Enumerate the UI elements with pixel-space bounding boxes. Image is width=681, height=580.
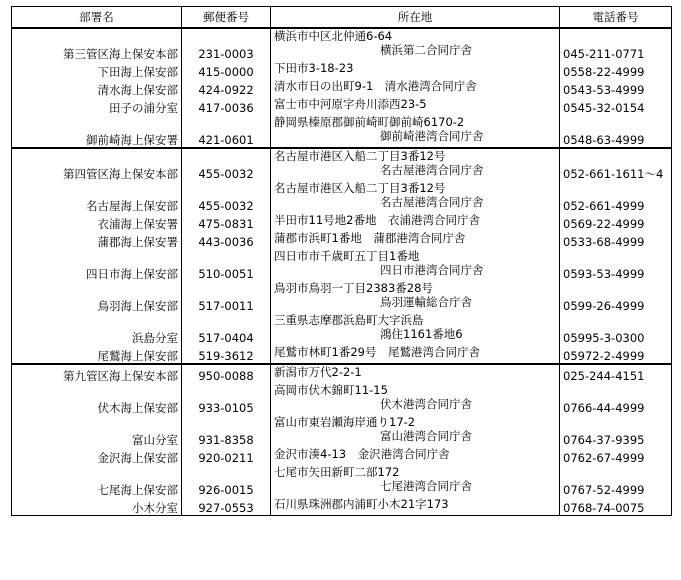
address-cell (271, 497, 560, 516)
postal-code-cell: 950-0088 (182, 364, 271, 383)
postal-code-cell: 517-0011 (182, 281, 271, 313)
phone-number-cell: 0766-44-4999 (560, 383, 672, 415)
header-zip: 郵便番号 (182, 7, 271, 29)
address-cell (271, 465, 560, 497)
office-name-cell: 第三管区海上保安本部 (12, 28, 182, 61)
address-cell (271, 61, 560, 79)
office-name-cell: 衣浦海上保安署 (12, 213, 182, 231)
table-row (12, 313, 672, 345)
phone-number-cell: 05995-3-0300 (560, 313, 672, 345)
postal-code-cell: 510-0051 (182, 249, 271, 281)
postal-code-cell: 424-0922 (182, 79, 271, 97)
office-name-cell: 田子の浦分室 (12, 97, 182, 115)
address-cell (271, 364, 560, 383)
address-cell (271, 313, 560, 345)
phone-number-cell: 0533-68-4999 (560, 231, 672, 249)
address-cell (271, 79, 560, 97)
address-line-1: 高岡市伏木錦町11-15 (274, 383, 388, 397)
address-cell (271, 249, 560, 281)
postal-code-cell: 927-0553 (182, 497, 271, 516)
address-line-1: 横浜市中区北仲通6-64 (274, 29, 393, 43)
postal-code-cell: 926-0015 (182, 465, 271, 497)
table-row (12, 364, 672, 383)
postal-code-cell: 443-0036 (182, 231, 271, 249)
address-line-1: 七尾市矢田新町二部172 (274, 465, 400, 479)
table-row (12, 28, 672, 61)
phone-number-cell: 025-244-4151 (560, 364, 672, 383)
address-cell (271, 97, 560, 115)
address-line-2: 七尾港湾合同庁舎 (380, 479, 472, 493)
phone-number-cell: 0599-26-4999 (560, 281, 672, 313)
header-row (12, 7, 672, 29)
office-directory-table (11, 6, 672, 516)
office-name-cell: 伏木海上保安部 (12, 383, 182, 415)
address-line-1: 蒲郡市浜町1番地 蒲郡港湾合同庁舎 (274, 231, 466, 245)
address-line-1: 新潟市万代2-2-1 (274, 365, 362, 379)
address-line-2: 四日市港湾合同庁舎 (380, 263, 484, 277)
address-line-2: 富山港湾合同庁舎 (380, 429, 472, 443)
address-line-1: 清水市日の出町9-1 清水港湾合同庁舎 (274, 79, 477, 93)
address-line-1: 富士市中河原字舟川添西23-5 (274, 97, 427, 111)
office-name-cell: 小木分室 (12, 497, 182, 516)
office-name-cell: 蒲郡海上保安署 (12, 231, 182, 249)
office-name-cell: 浜島分室 (12, 313, 182, 345)
office-name-cell: 名古屋海上保安部 (12, 181, 182, 213)
address-cell (271, 115, 560, 148)
postal-code-cell: 417-0036 (182, 97, 271, 115)
table-body (12, 28, 672, 516)
phone-number-cell: 052-661-4999 (560, 181, 672, 213)
table-row (12, 465, 672, 497)
table-row (12, 447, 672, 465)
address-line-2: 伏木港湾合同庁舎 (380, 397, 472, 411)
phone-number-cell: 052-661-1611～4 (560, 148, 672, 181)
office-name-cell: 四日市海上保安部 (12, 249, 182, 281)
office-name-cell: 第九管区海上保安本部 (12, 364, 182, 383)
address-line-2: 鴻住1161番地6 (380, 327, 463, 341)
address-line-1: 名古屋市港区入船二丁目3番12号 (274, 181, 446, 195)
postal-code-cell: 455-0032 (182, 181, 271, 213)
phone-number-cell: 05972-2-4999 (560, 345, 672, 364)
postal-code-cell: 519-3612 (182, 345, 271, 364)
postal-code-cell: 517-0404 (182, 313, 271, 345)
address-line-1: 金沢市湊4-13 金沢港湾合同庁舎 (274, 447, 450, 461)
coast-guard-office-table (11, 6, 671, 516)
office-name-cell: 鳥羽海上保安部 (12, 281, 182, 313)
address-line-2: 鳥羽運輸総合庁舎 (380, 295, 472, 309)
address-line-2: 名古屋港湾合同庁舎 (380, 195, 484, 209)
postal-code-cell: 415-0000 (182, 61, 271, 79)
address-cell (271, 148, 560, 181)
address-line-1: 石川県珠洲郡内浦町小木21字173 (274, 497, 449, 511)
office-name-cell: 七尾海上保安部 (12, 465, 182, 497)
table-row (12, 79, 672, 97)
address-line-1: 下田市3-18-23 (274, 61, 354, 75)
address-line-1: 鳥羽市鳥羽一丁目2383番28号 (274, 281, 433, 295)
table-row (12, 181, 672, 213)
table-row (12, 249, 672, 281)
address-line-2: 横浜第二合同庁舎 (380, 43, 472, 57)
address-line-1: 半田市11号地2番地 衣浦港湾合同庁舎 (274, 213, 480, 227)
header-tel: 電話番号 (560, 7, 672, 29)
address-line-1: 富山市東岩瀬海岸通り17-2 (274, 415, 416, 429)
table-row (12, 61, 672, 79)
phone-number-cell: 0545-32-0154 (560, 97, 672, 115)
table-row (12, 148, 672, 181)
phone-number-cell: 0543-53-4999 (560, 79, 672, 97)
phone-number-cell: 0593-53-4999 (560, 249, 672, 281)
office-name-cell: 金沢海上保安部 (12, 447, 182, 465)
table-row (12, 115, 672, 148)
office-name-cell: 尾鷲海上保安部 (12, 345, 182, 364)
phone-number-cell: 0764-37-9395 (560, 415, 672, 447)
address-cell (271, 415, 560, 447)
address-line-1: 四日市市千歳町五丁目1番地 (274, 249, 420, 263)
table-row (12, 345, 672, 364)
table-row (12, 97, 672, 115)
postal-code-cell: 455-0032 (182, 148, 271, 181)
header-address: 所在地 (271, 7, 560, 29)
address-cell (271, 28, 560, 61)
postal-code-cell: 421-0601 (182, 115, 271, 148)
table-row (12, 281, 672, 313)
table-row (12, 383, 672, 415)
phone-number-cell: 0548-63-4999 (560, 115, 672, 148)
table-row (12, 415, 672, 447)
address-cell (271, 345, 560, 364)
address-cell (271, 213, 560, 231)
postal-code-cell: 231-0003 (182, 28, 271, 61)
address-line-1: 三重県志摩郡浜島町大字浜島 (274, 313, 424, 327)
office-name-cell: 下田海上保安部 (12, 61, 182, 79)
postal-code-cell: 931-8358 (182, 415, 271, 447)
postal-code-cell: 933-0105 (182, 383, 271, 415)
address-cell (271, 181, 560, 213)
phone-number-cell: 0767-52-4999 (560, 465, 672, 497)
office-name-cell: 御前崎海上保安署 (12, 115, 182, 148)
address-line-1: 名古屋市港区入船二丁目3番12号 (274, 149, 446, 163)
phone-number-cell: 0558-22-4999 (560, 61, 672, 79)
office-name-cell: 富山分室 (12, 415, 182, 447)
table-row (12, 497, 672, 516)
office-name-cell: 第四管区海上保安本部 (12, 148, 182, 181)
address-cell (271, 383, 560, 415)
address-line-2: 御前崎港湾合同庁舎 (380, 129, 484, 143)
address-line-1: 尾鷲市林町1番29号 尾鷲港湾合同庁舎 (274, 345, 480, 359)
address-cell (271, 231, 560, 249)
phone-number-cell: 0768-74-0075 (560, 497, 672, 516)
address-cell (271, 281, 560, 313)
address-line-2: 名古屋港湾合同庁舎 (380, 163, 484, 177)
table-row (12, 213, 672, 231)
address-cell (271, 447, 560, 465)
phone-number-cell: 045-211-0771 (560, 28, 672, 61)
address-line-1: 静岡県榛原郡御前崎町御前崎6170-2 (274, 115, 465, 129)
postal-code-cell: 475-0831 (182, 213, 271, 231)
postal-code-cell: 920-0211 (182, 447, 271, 465)
header-office: 部署名 (12, 7, 182, 29)
table-row (12, 231, 672, 249)
phone-number-cell: 0762-67-4999 (560, 447, 672, 465)
phone-number-cell: 0569-22-4999 (560, 213, 672, 231)
office-name-cell: 清水海上保安部 (12, 79, 182, 97)
